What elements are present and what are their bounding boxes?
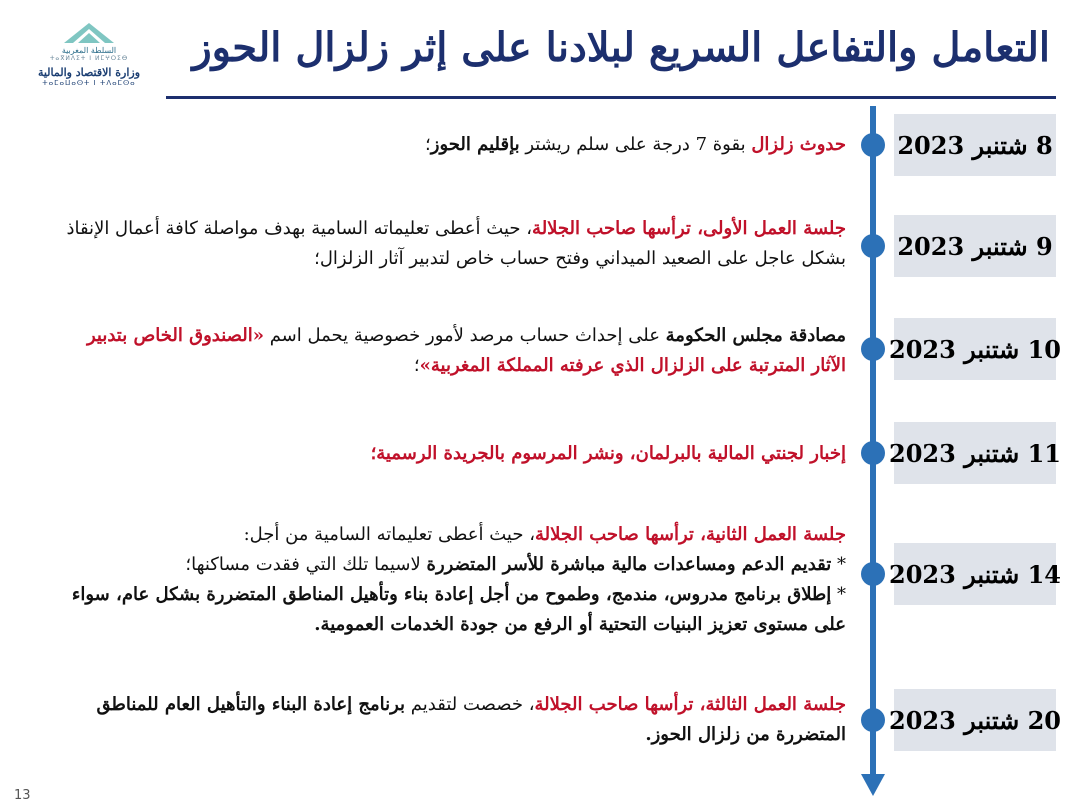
entry-text: «الصندوق الخاص بتدبير — [86, 325, 264, 346]
title-underline — [166, 96, 1056, 99]
date-label: 14 شتنبر 2023 — [894, 543, 1056, 605]
date-label: 8 شتنبر 2023 — [894, 114, 1056, 176]
timeline-entry — [36, 130, 846, 160]
entry-text: تقديم الدعم ومساعدات مالية مباشرة للأسر المتضررة — [426, 554, 832, 575]
entry-text: ، حيث أعطى تعليماته السامية بهدف مواصلة كافة أعمال الإنقاذ — [66, 218, 533, 239]
entry-text: برنامج إعادة البناء والتأهيل العام للمناطق — [96, 694, 406, 715]
entry-line — [36, 520, 846, 550]
entry-text: جلسة العمل الثالثة، ترأسها صاحب الجلالة — [534, 694, 846, 715]
entry-text: بقوة 7 درجة على سلم ريشتر — [519, 134, 752, 155]
page-number: 13 — [14, 788, 31, 803]
ministry-logo — [28, 22, 150, 102]
entry-text: ؛ — [413, 355, 420, 376]
entry-text: مصادقة مجلس الحكومة — [665, 325, 846, 346]
entry-text: بإقليم الحوز — [430, 134, 520, 155]
timeline-entry — [36, 520, 846, 640]
entry-text: * — [831, 554, 846, 575]
entry-line — [36, 439, 846, 469]
entry-text: إطلاق برنامج مدروس، مندمج، وطموح من أجل إعادة بناء وتأهيل المناطق المتضررة بشكل عام، سواء — [71, 584, 832, 605]
entry-line — [36, 550, 846, 580]
logo-line-2: ⵜⴰⴳⵍⴷⵉⵜ ⵏ ⵍⵎⵖⵔⵉⴱ — [49, 55, 129, 62]
timeline-dot — [861, 234, 885, 258]
entry-text: ؛ — [425, 134, 431, 155]
page-title: التعامل والتفاعل السريع لبلادنا على إثر زلزال الحوز — [192, 24, 1050, 71]
entry-line — [36, 580, 846, 610]
logo-line-1: السلطة المغربية — [61, 46, 117, 55]
entry-text: المتضررة من زلزال الحوز. — [645, 724, 846, 745]
entry-line — [36, 244, 846, 274]
timeline-entry — [36, 214, 846, 274]
entry-text: جلسة العمل الأولى، ترأسها صاحب الجلالة — [532, 218, 846, 239]
entry-text: ، خصصت لتقديم — [405, 694, 535, 715]
timeline-dot — [861, 708, 885, 732]
entry-line — [36, 130, 846, 160]
timeline-dot — [861, 133, 885, 157]
entry-text: لاسيما تلك التي فقدت مساكنها؛ — [185, 554, 427, 575]
entry-text: إخبار لجنتي المالية بالبرلمان، ونشر المرسوم بالجريدة الرسمية؛ — [370, 443, 846, 464]
timeline-dot — [861, 441, 885, 465]
entry-text: * — [831, 584, 846, 605]
entry-line — [36, 610, 846, 640]
entry-line — [36, 351, 846, 381]
timeline-entry — [36, 690, 846, 750]
logo-line-3: وزارة الاقتصاد والمالية — [37, 66, 141, 79]
timeline-entry — [36, 439, 846, 469]
timeline-arrow-icon — [861, 774, 885, 796]
date-label: 11 شتنبر 2023 — [894, 422, 1056, 484]
entry-line — [36, 720, 846, 750]
entry-text: ، حيث أعطى تعليماته السامية من أجل: — [243, 524, 535, 545]
entry-text: حدوث زلزال — [751, 134, 846, 155]
date-label: 10 شتنبر 2023 — [894, 318, 1056, 380]
entry-text: بشكل عاجل على الصعيد الميداني وفتح حساب خاص لتدبير آثار الزلزال؛ — [314, 248, 846, 269]
entry-text: الآثار المترتبة على الزلزال الذي عرفته المملكة المغربية» — [419, 355, 846, 376]
date-label: 20 شتنبر 2023 — [894, 689, 1056, 751]
timeline-entry — [36, 321, 846, 381]
timeline-dot — [861, 562, 885, 586]
entry-line — [36, 321, 846, 351]
timeline-dot — [861, 337, 885, 361]
entry-line — [36, 214, 846, 244]
entry-text: على إحداث حساب مرصد لأمور خصوصية يحمل اسم — [263, 325, 666, 346]
entry-text: على مستوى تعزيز البنيات التحتية أو الرفع من جودة الخدمات العمومية. — [314, 614, 846, 635]
entry-line — [36, 690, 846, 720]
logo-line-4: ⵜⴰⵎⴰⵡⴰⵙⵜ ⵏ ⵜⴷⴰⵎⵙⴰ — [42, 79, 136, 87]
entry-text: جلسة العمل الثانية، ترأسها صاحب الجلالة — [535, 524, 846, 545]
ministry-emblem-icon — [63, 22, 115, 44]
date-label: 9 شتنبر 2023 — [894, 215, 1056, 277]
